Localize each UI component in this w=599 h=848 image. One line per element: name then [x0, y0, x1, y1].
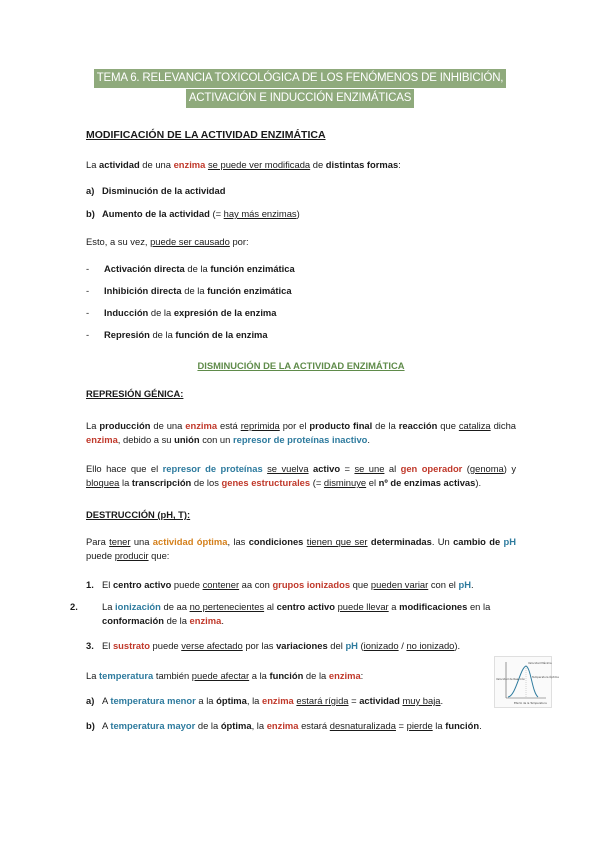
- svg-text:Temperatura Óptima: Temperatura Óptima: [532, 676, 559, 679]
- numbered-item-1: 1. El centro activo puede contener aa con grupos ionizados que pueden variar con el pH.: [86, 579, 474, 590]
- list-item-b: b) Aumento de la actividad (= hay más enzimas): [86, 208, 300, 219]
- subheading-represion: REPRESIÓN GÉNICA:: [86, 388, 184, 399]
- title-line-2: ACTIVACIÓN E INDUCCIÓN ENZIMÁTICAS: [186, 89, 414, 108]
- temperature-activity-curve-icon: [494, 656, 559, 708]
- dash-item: - Inducción de la expresión de la enzima: [86, 307, 277, 318]
- svg-text:Velocidad de Reacción: Velocidad de Reacción: [496, 678, 526, 681]
- paragraph-represion-1: La producción de una enzima está reprimida por el producto final de la reacción que cataliza dicha enzima, debido a su unión con un represor de proteínas inactivo.: [86, 420, 517, 445]
- paragraph-represion-2: Ello hace que el represor de proteínas se vuelva activo = se une al gen operador (genoma) y bloquea la transcripción de los genes estructurales (= disminuye el nº de enzimas activas).: [86, 463, 517, 488]
- temperature-item-a: a) A temperatura menor a la óptima, la enzima estará rígida = actividad muy baja.: [86, 695, 444, 706]
- title-line-1: TEMA 6. RELEVANCIA TOXICOLÓGICA DE LOS FENÓMENOS DE INHIBICIÓN,: [94, 69, 507, 88]
- section-heading-disminucion: DISMINUCIÓN DE LA ACTIVIDAD ENZIMÁTICA: [197, 360, 405, 371]
- svg-text:Efecto de la Temperatura: Efecto de la Temperatura: [514, 702, 547, 705]
- svg-text:Velocidad Máxima: Velocidad Máxima: [528, 662, 552, 665]
- numbered-item-3: 3. El sustrato puede verse afectado por las variaciones del pH (ionizado / no ionizado).: [86, 640, 461, 651]
- dash-item: - Inhibición directa de la función enzimática: [86, 285, 292, 296]
- dash-item: - Represión de la función de la enzima: [86, 329, 268, 340]
- section-heading-modificacion: MODIFICACIÓN DE LA ACTIVIDAD ENZIMÁTICA: [86, 129, 326, 141]
- paragraph-caused: Esto, a su vez, puede ser causado por:: [86, 236, 249, 247]
- paragraph-destruccion: Para tener una actividad óptima, las condiciones tienen que ser determinadas. Un cambio de pH puede producir que:: [86, 536, 516, 561]
- temperature-item-b: b) A temperatura mayor de la óptima, la enzima estará desnaturalizada = pierde la función.: [86, 720, 482, 731]
- document-title: [60, 68, 540, 108]
- list-item-a: a) Disminución de la actividad: [86, 185, 226, 196]
- subheading-destruccion: DESTRUCCIÓN (pH, T):: [86, 509, 191, 520]
- numbered-item-2: 2. La ionización de aa no pertenecientes al centro activo puede llevar a modificaciones en la conformación de la enzima.: [70, 601, 491, 626]
- dash-item: - Activación directa de la función enzimática: [86, 263, 295, 274]
- paragraph-intro: La actividad de una enzima se puede ver modificada de distintas formas:: [86, 159, 401, 170]
- paragraph-temperatura: La temperatura también puede afectar a la función de la enzima:: [86, 670, 364, 681]
